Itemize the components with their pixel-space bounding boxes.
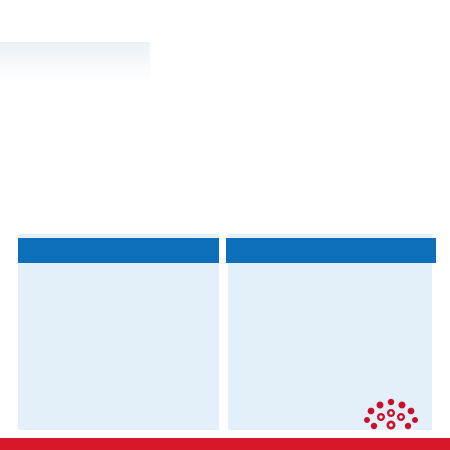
composition-panel (18, 234, 219, 430)
faded-background-graphic (0, 42, 150, 82)
nutrient-bar-chart (0, 92, 450, 222)
additives-header (226, 238, 436, 263)
royal-canin-crown-logo (362, 396, 420, 438)
composition-header (18, 238, 219, 263)
bottom-brand-bar (0, 438, 450, 450)
